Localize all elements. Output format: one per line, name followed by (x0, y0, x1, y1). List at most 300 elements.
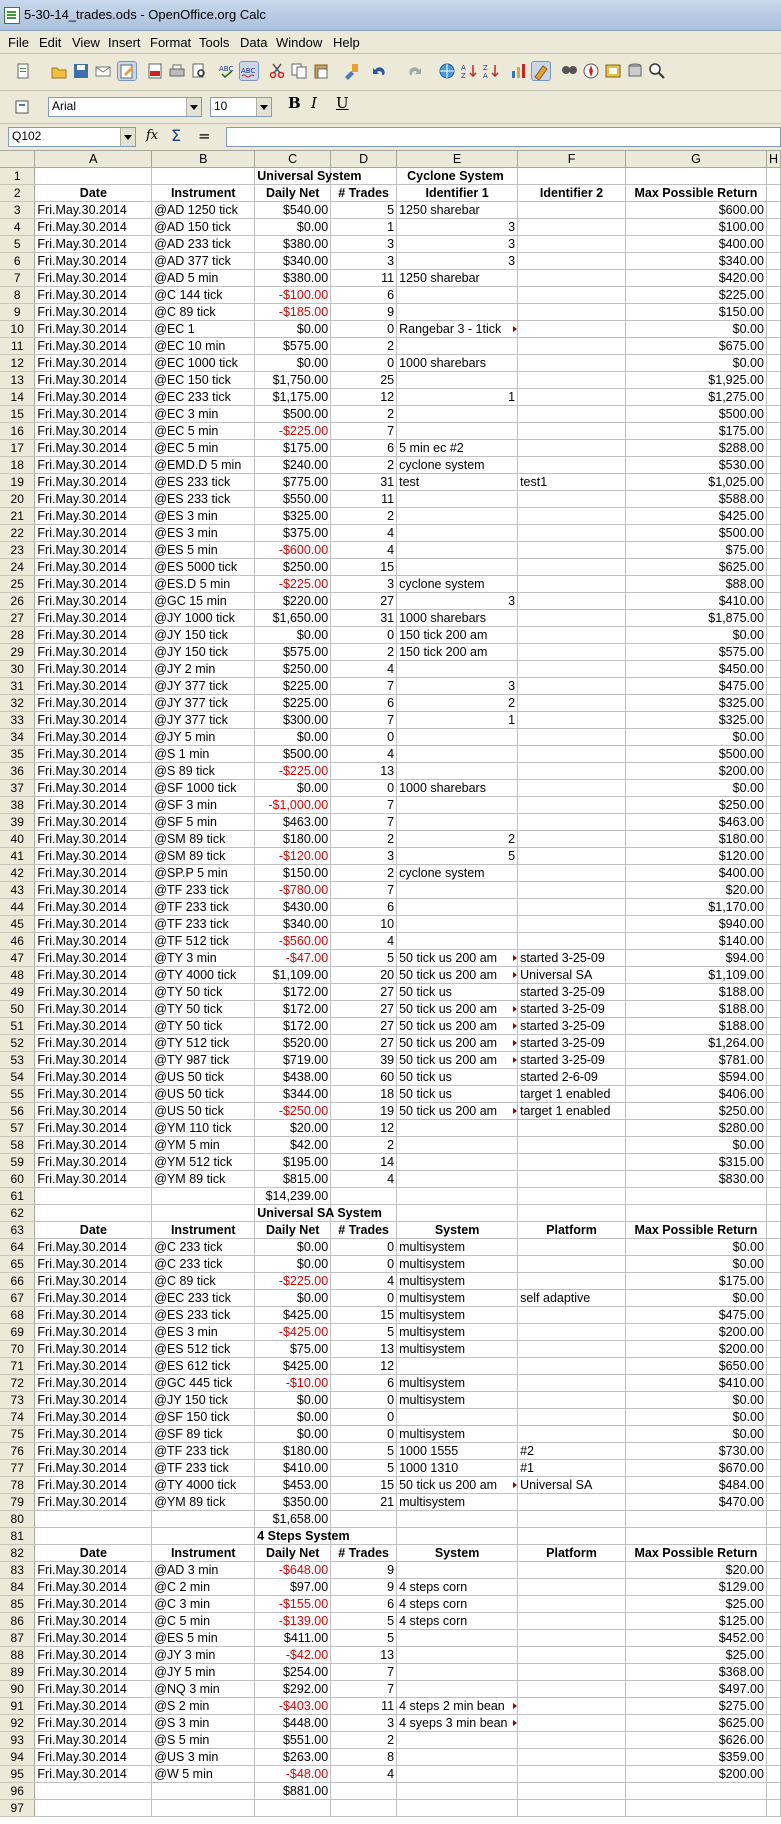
sort-ascending-icon[interactable] (460, 62, 478, 80)
cell-empty[interactable] (766, 1732, 780, 1749)
platform-cell[interactable]: Universal SA (518, 1477, 626, 1494)
platform-cell[interactable]: started 2-6-09 (518, 1069, 626, 1086)
column-title[interactable]: System (397, 1222, 518, 1239)
max-return-cell[interactable]: $188.00 (625, 1018, 766, 1035)
date-cell[interactable]: Fri.May.30.2014 (35, 1460, 152, 1477)
instrument-cell[interactable]: @TY 50 tick (152, 984, 255, 1001)
paste-icon[interactable] (312, 62, 330, 80)
trades-cell[interactable]: 3 (331, 1715, 397, 1732)
identifier-cell[interactable]: 3 (397, 253, 518, 270)
identifier-cell[interactable] (397, 916, 518, 933)
max-return-cell[interactable]: $125.00 (625, 1613, 766, 1630)
autospellcheck-icon[interactable] (240, 62, 258, 80)
date-cell[interactable]: Fri.May.30.2014 (35, 457, 152, 474)
column-title[interactable]: System (397, 1545, 518, 1562)
trades-cell[interactable]: 0 (331, 355, 397, 372)
identifier-cell[interactable] (397, 525, 518, 542)
cell-empty[interactable] (518, 1188, 626, 1205)
platform-cell[interactable] (518, 780, 626, 797)
row-header[interactable]: 5 (0, 236, 35, 253)
platform-cell[interactable] (518, 355, 626, 372)
menu-edit[interactable]: Edit (39, 35, 62, 50)
platform-cell[interactable] (518, 270, 626, 287)
cell-empty[interactable] (35, 1528, 152, 1545)
cell-empty[interactable] (766, 304, 780, 321)
cell-empty[interactable] (766, 950, 780, 967)
cell-empty[interactable] (766, 1103, 780, 1120)
daily-net-cell[interactable]: $0.00 (255, 1290, 331, 1307)
instrument-cell[interactable]: @YM 89 tick (152, 1494, 255, 1511)
date-cell[interactable]: Fri.May.30.2014 (35, 236, 152, 253)
identifier-cell[interactable] (397, 423, 518, 440)
row-header[interactable]: 3 (0, 202, 35, 219)
trades-cell[interactable]: 7 (331, 814, 397, 831)
instrument-cell[interactable]: @JY 150 tick (152, 627, 255, 644)
identifier-cell[interactable]: multisystem (397, 1307, 518, 1324)
row-header[interactable]: 97 (0, 1800, 35, 1817)
trades-cell[interactable]: 0 (331, 321, 397, 338)
platform-cell[interactable] (518, 321, 626, 338)
identifier-cell[interactable] (397, 797, 518, 814)
trades-cell[interactable]: 9 (331, 1579, 397, 1596)
platform-cell[interactable] (518, 1766, 626, 1783)
row-header[interactable]: 47 (0, 950, 35, 967)
identifier-cell[interactable]: multisystem (397, 1239, 518, 1256)
date-cell[interactable]: Fri.May.30.2014 (35, 644, 152, 661)
max-return-cell[interactable]: $600.00 (625, 202, 766, 219)
row-header[interactable]: 44 (0, 899, 35, 916)
platform-cell[interactable] (518, 797, 626, 814)
identifier-cell[interactable]: 4 steps 2 min bean (397, 1698, 518, 1715)
daily-net-cell[interactable]: $263.00 (255, 1749, 331, 1766)
daily-net-cell[interactable]: -$225.00 (255, 423, 331, 440)
max-return-cell[interactable]: $500.00 (625, 406, 766, 423)
cell-empty[interactable] (766, 1205, 780, 1222)
daily-net-cell[interactable]: $575.00 (255, 644, 331, 661)
trades-cell[interactable]: 25 (331, 372, 397, 389)
daily-net-cell[interactable]: $0.00 (255, 1256, 331, 1273)
max-return-cell[interactable]: $675.00 (625, 338, 766, 355)
platform-cell[interactable] (518, 508, 626, 525)
cell-empty[interactable] (152, 1783, 255, 1800)
platform-cell[interactable] (518, 1749, 626, 1766)
section-title[interactable] (255, 1528, 350, 1545)
identifier-cell[interactable] (397, 304, 518, 321)
date-cell[interactable]: Fri.May.30.2014 (35, 1477, 152, 1494)
daily-net-cell[interactable]: $425.00 (255, 1358, 331, 1375)
identifier-cell[interactable]: 3 (397, 236, 518, 253)
max-return-cell[interactable]: $280.00 (625, 1120, 766, 1137)
identifier-cell[interactable]: multisystem (397, 1324, 518, 1341)
max-return-cell[interactable]: $410.00 (625, 593, 766, 610)
daily-net-cell[interactable]: $500.00 (255, 406, 331, 423)
identifier-cell[interactable]: 3 (397, 593, 518, 610)
identifier-cell[interactable] (397, 1120, 518, 1137)
cell-empty[interactable] (331, 1511, 397, 1528)
daily-net-cell[interactable]: $463.00 (255, 814, 331, 831)
cell-empty[interactable] (766, 1273, 780, 1290)
trades-cell[interactable]: 5 (331, 1324, 397, 1341)
row-header[interactable]: 96 (0, 1783, 35, 1800)
cell-empty[interactable] (766, 848, 780, 865)
max-return-cell[interactable]: $500.00 (625, 746, 766, 763)
trades-cell[interactable]: 15 (331, 1307, 397, 1324)
trades-cell[interactable]: 13 (331, 1341, 397, 1358)
identifier-cell[interactable]: 1000 sharebars (397, 780, 518, 797)
cell-empty[interactable] (766, 474, 780, 491)
undo-icon[interactable] (370, 62, 388, 80)
instrument-cell[interactable]: @JY 2 min (152, 661, 255, 678)
identifier-cell[interactable]: 50 tick us 200 am (397, 1103, 518, 1120)
spreadsheet-grid[interactable] (0, 151, 781, 1824)
daily-net-cell[interactable]: $172.00 (255, 1001, 331, 1018)
identifier-cell[interactable]: multisystem (397, 1375, 518, 1392)
row-header[interactable]: 91 (0, 1698, 35, 1715)
max-return-cell[interactable]: $188.00 (625, 984, 766, 1001)
bold-icon[interactable]: B (288, 94, 301, 112)
date-cell[interactable]: Fri.May.30.2014 (35, 899, 152, 916)
cell-empty[interactable] (766, 627, 780, 644)
row-header[interactable]: 45 (0, 916, 35, 933)
identifier-cell[interactable]: multisystem (397, 1256, 518, 1273)
max-return-cell[interactable]: $200.00 (625, 763, 766, 780)
max-return-cell[interactable]: $188.00 (625, 1001, 766, 1018)
platform-cell[interactable] (518, 389, 626, 406)
row-header[interactable]: 64 (0, 1239, 35, 1256)
date-cell[interactable]: Fri.May.30.2014 (35, 1103, 152, 1120)
instrument-cell[interactable]: @EC 233 tick (152, 1290, 255, 1307)
cell-empty[interactable] (766, 1426, 780, 1443)
zoom-icon[interactable] (648, 62, 666, 80)
date-cell[interactable]: Fri.May.30.2014 (35, 967, 152, 984)
max-return-cell[interactable]: $400.00 (625, 865, 766, 882)
menu-file[interactable]: File (8, 35, 29, 50)
platform-cell[interactable] (518, 831, 626, 848)
identifier-cell[interactable] (397, 1358, 518, 1375)
identifier-cell[interactable]: 1250 sharebar (397, 270, 518, 287)
cell-empty[interactable] (518, 1205, 626, 1222)
font-size-combo[interactable] (210, 97, 272, 117)
row-header[interactable]: 83 (0, 1562, 35, 1579)
trades-cell[interactable]: 7 (331, 1681, 397, 1698)
date-cell[interactable]: Fri.May.30.2014 (35, 1307, 152, 1324)
trades-cell[interactable]: 4 (331, 525, 397, 542)
trades-cell[interactable]: 7 (331, 712, 397, 729)
instrument-cell[interactable]: @TF 233 tick (152, 916, 255, 933)
date-cell[interactable]: Fri.May.30.2014 (35, 1273, 152, 1290)
column-header-f[interactable]: F (518, 151, 626, 168)
daily-net-cell[interactable]: $20.00 (255, 1120, 331, 1137)
daily-net-cell[interactable]: $775.00 (255, 474, 331, 491)
max-return-cell[interactable]: $180.00 (625, 831, 766, 848)
platform-cell[interactable] (518, 1732, 626, 1749)
identifier-cell[interactable] (397, 1664, 518, 1681)
row-header[interactable]: 27 (0, 610, 35, 627)
row-header[interactable]: 41 (0, 848, 35, 865)
row-header[interactable]: 84 (0, 1579, 35, 1596)
instrument-cell[interactable]: @JY 5 min (152, 1664, 255, 1681)
gallery-icon[interactable] (604, 62, 622, 80)
instrument-cell[interactable]: @JY 3 min (152, 1647, 255, 1664)
daily-net-cell[interactable]: $0.00 (255, 1239, 331, 1256)
date-cell[interactable]: Fri.May.30.2014 (35, 1579, 152, 1596)
menu-data[interactable]: Data (240, 35, 268, 50)
trades-cell[interactable]: 6 (331, 287, 397, 304)
trades-cell[interactable]: 2 (331, 338, 397, 355)
trades-cell[interactable]: 8 (331, 1749, 397, 1766)
column-title[interactable]: # Trades (331, 1222, 397, 1239)
cell-empty[interactable] (766, 746, 780, 763)
daily-net-cell[interactable]: -$560.00 (255, 933, 331, 950)
cell-empty[interactable] (766, 1596, 780, 1613)
platform-cell[interactable] (518, 1341, 626, 1358)
cell-empty[interactable] (152, 1528, 255, 1545)
instrument-cell[interactable]: @SF 1000 tick (152, 780, 255, 797)
platform-cell[interactable] (518, 899, 626, 916)
instrument-cell[interactable]: @C 3 min (152, 1596, 255, 1613)
max-return-cell[interactable]: $497.00 (625, 1681, 766, 1698)
instrument-cell[interactable]: @C 89 tick (152, 304, 255, 321)
redo-icon[interactable] (406, 62, 424, 80)
identifier-cell[interactable] (397, 542, 518, 559)
row-header[interactable]: 93 (0, 1732, 35, 1749)
column-header-h[interactable]: H (766, 151, 780, 168)
cell-empty[interactable] (766, 1120, 780, 1137)
row-header[interactable]: 50 (0, 1001, 35, 1018)
font-name-dropdown-icon[interactable] (186, 98, 201, 116)
identifier-cell[interactable]: multisystem (397, 1392, 518, 1409)
platform-cell[interactable] (518, 644, 626, 661)
platform-cell[interactable] (518, 236, 626, 253)
row-header[interactable]: 95 (0, 1766, 35, 1783)
section-subtitle[interactable] (397, 1205, 518, 1222)
instrument-cell[interactable]: @ES 5 min (152, 1630, 255, 1647)
find-replace-icon[interactable] (560, 62, 578, 80)
trades-cell[interactable]: 1 (331, 219, 397, 236)
max-return-cell[interactable]: $530.00 (625, 457, 766, 474)
date-cell[interactable]: Fri.May.30.2014 (35, 1766, 152, 1783)
date-cell[interactable]: Fri.May.30.2014 (35, 1120, 152, 1137)
date-cell[interactable]: Fri.May.30.2014 (35, 1324, 152, 1341)
row-header[interactable]: 77 (0, 1460, 35, 1477)
instrument-cell[interactable]: @ES 5 min (152, 542, 255, 559)
cell-empty[interactable] (766, 1783, 780, 1800)
platform-cell[interactable] (518, 1664, 626, 1681)
instrument-cell[interactable]: @ES 612 tick (152, 1358, 255, 1375)
cell-empty[interactable] (766, 457, 780, 474)
identifier-cell[interactable] (397, 899, 518, 916)
date-cell[interactable]: Fri.May.30.2014 (35, 372, 152, 389)
platform-cell[interactable]: started 3-25-09 (518, 1052, 626, 1069)
instrument-cell[interactable]: @TY 4000 tick (152, 1477, 255, 1494)
max-return-cell[interactable]: $325.00 (625, 712, 766, 729)
function-wizard-icon[interactable]: fx (146, 128, 159, 143)
trades-cell[interactable]: 6 (331, 440, 397, 457)
row-header[interactable]: 1 (0, 168, 35, 185)
max-return-cell[interactable]: $425.00 (625, 508, 766, 525)
print-icon[interactable] (168, 62, 186, 80)
instrument-cell[interactable]: @YM 89 tick (152, 1171, 255, 1188)
instrument-cell[interactable]: @ES.D 5 min (152, 576, 255, 593)
row-header[interactable]: 7 (0, 270, 35, 287)
identifier-cell[interactable]: 1 (397, 389, 518, 406)
trades-cell[interactable]: 31 (331, 474, 397, 491)
platform-cell[interactable] (518, 882, 626, 899)
cell-empty[interactable] (766, 559, 780, 576)
cell-empty[interactable] (766, 780, 780, 797)
platform-cell[interactable] (518, 627, 626, 644)
cell-empty[interactable] (766, 1715, 780, 1732)
trades-cell[interactable]: 6 (331, 1375, 397, 1392)
daily-net-cell[interactable]: $575.00 (255, 338, 331, 355)
column-header-d[interactable]: D (331, 151, 397, 168)
daily-net-total-cell[interactable]: $881.00 (255, 1783, 331, 1800)
identifier-cell[interactable]: 50 tick us (397, 984, 518, 1001)
daily-net-cell[interactable]: $292.00 (255, 1681, 331, 1698)
date-cell[interactable]: Fri.May.30.2014 (35, 1358, 152, 1375)
platform-cell[interactable] (518, 763, 626, 780)
row-header[interactable]: 75 (0, 1426, 35, 1443)
max-return-cell[interactable]: $175.00 (625, 423, 766, 440)
platform-cell[interactable] (518, 1613, 626, 1630)
cell-empty[interactable] (766, 1341, 780, 1358)
row-header[interactable]: 68 (0, 1307, 35, 1324)
date-cell[interactable]: Fri.May.30.2014 (35, 1409, 152, 1426)
max-return-cell[interactable]: $1,170.00 (625, 899, 766, 916)
platform-cell[interactable] (518, 610, 626, 627)
max-return-cell[interactable]: $625.00 (625, 1715, 766, 1732)
cell-empty[interactable] (766, 355, 780, 372)
daily-net-cell[interactable]: $220.00 (255, 593, 331, 610)
trades-cell[interactable]: 2 (331, 865, 397, 882)
trades-cell[interactable]: 0 (331, 1239, 397, 1256)
cut-icon[interactable] (268, 62, 286, 80)
cell-empty[interactable] (766, 814, 780, 831)
cell-empty[interactable] (766, 729, 780, 746)
identifier-cell[interactable]: 2 (397, 695, 518, 712)
max-return-cell[interactable]: $75.00 (625, 542, 766, 559)
print-preview-icon[interactable] (190, 62, 208, 80)
instrument-cell[interactable]: @TY 50 tick (152, 1018, 255, 1035)
cell-empty[interactable] (766, 1154, 780, 1171)
cell-empty[interactable] (766, 763, 780, 780)
platform-cell[interactable]: #1 (518, 1460, 626, 1477)
date-cell[interactable]: Fri.May.30.2014 (35, 1681, 152, 1698)
row-header[interactable]: 18 (0, 457, 35, 474)
platform-cell[interactable] (518, 338, 626, 355)
cell-empty[interactable] (766, 661, 780, 678)
row-header[interactable]: 58 (0, 1137, 35, 1154)
instrument-cell[interactable]: @ES 233 tick (152, 1307, 255, 1324)
cell-empty[interactable] (766, 389, 780, 406)
trades-cell[interactable]: 11 (331, 491, 397, 508)
identifier-cell[interactable]: 3 (397, 678, 518, 695)
identifier-cell[interactable]: cyclone system (397, 457, 518, 474)
instrument-cell[interactable]: @US 50 tick (152, 1069, 255, 1086)
max-return-cell[interactable]: $475.00 (625, 1307, 766, 1324)
date-cell[interactable]: Fri.May.30.2014 (35, 678, 152, 695)
instrument-cell[interactable]: @YM 512 tick (152, 1154, 255, 1171)
instrument-cell[interactable]: @TF 233 tick (152, 1443, 255, 1460)
save-icon[interactable] (72, 62, 90, 80)
cell-empty[interactable] (766, 1256, 780, 1273)
cell-empty[interactable] (766, 1375, 780, 1392)
cell-empty[interactable] (518, 168, 626, 185)
daily-net-cell[interactable]: $0.00 (255, 627, 331, 644)
styles-icon[interactable] (14, 98, 32, 116)
trades-cell[interactable]: 2 (331, 406, 397, 423)
identifier-cell[interactable] (397, 814, 518, 831)
cell-empty[interactable] (766, 491, 780, 508)
column-title[interactable]: Max Possible Return (625, 1222, 766, 1239)
instrument-cell[interactable]: @W 5 min (152, 1766, 255, 1783)
trades-cell[interactable]: 13 (331, 763, 397, 780)
row-header[interactable]: 8 (0, 287, 35, 304)
instrument-cell[interactable]: @TY 987 tick (152, 1052, 255, 1069)
identifier-cell[interactable] (397, 1647, 518, 1664)
cell-empty[interactable] (35, 1511, 152, 1528)
trades-cell[interactable]: 14 (331, 1154, 397, 1171)
cell-empty[interactable] (766, 1494, 780, 1511)
instrument-cell[interactable]: @S 2 min (152, 1698, 255, 1715)
instrument-cell[interactable]: @EC 5 min (152, 423, 255, 440)
open-folder-icon[interactable] (50, 62, 68, 80)
instrument-cell[interactable]: @SF 89 tick (152, 1426, 255, 1443)
cell-empty[interactable] (766, 1069, 780, 1086)
max-return-cell[interactable]: $830.00 (625, 1171, 766, 1188)
row-header[interactable]: 70 (0, 1341, 35, 1358)
daily-net-cell[interactable]: $195.00 (255, 1154, 331, 1171)
column-header-a[interactable]: A (35, 151, 152, 168)
daily-net-cell[interactable]: $344.00 (255, 1086, 331, 1103)
cell-empty[interactable] (397, 1511, 518, 1528)
date-cell[interactable]: Fri.May.30.2014 (35, 423, 152, 440)
daily-net-cell[interactable]: $325.00 (255, 508, 331, 525)
daily-net-cell[interactable]: -$155.00 (255, 1596, 331, 1613)
max-return-cell[interactable]: $0.00 (625, 321, 766, 338)
trades-cell[interactable]: 9 (331, 1562, 397, 1579)
daily-net-cell[interactable]: $180.00 (255, 1443, 331, 1460)
instrument-cell[interactable]: @TY 3 min (152, 950, 255, 967)
trades-cell[interactable]: 9 (331, 304, 397, 321)
row-header[interactable]: 20 (0, 491, 35, 508)
trades-cell[interactable]: 18 (331, 1086, 397, 1103)
platform-cell[interactable] (518, 1256, 626, 1273)
max-return-cell[interactable]: $400.00 (625, 236, 766, 253)
cell-empty[interactable] (766, 1409, 780, 1426)
cell-empty[interactable] (766, 1460, 780, 1477)
instrument-cell[interactable]: @ES 5000 tick (152, 559, 255, 576)
platform-cell[interactable] (518, 661, 626, 678)
max-return-cell[interactable]: $120.00 (625, 848, 766, 865)
cell-empty[interactable] (397, 1783, 518, 1800)
identifier-cell[interactable] (397, 1681, 518, 1698)
platform-cell[interactable] (518, 491, 626, 508)
max-return-cell[interactable]: $484.00 (625, 1477, 766, 1494)
max-return-cell[interactable]: $670.00 (625, 1460, 766, 1477)
date-cell[interactable]: Fri.May.30.2014 (35, 219, 152, 236)
cell-empty[interactable] (766, 1001, 780, 1018)
column-title[interactable]: # Trades (331, 185, 397, 202)
identifier-cell[interactable]: multisystem (397, 1273, 518, 1290)
daily-net-cell[interactable]: -$250.00 (255, 1103, 331, 1120)
row-header[interactable]: 85 (0, 1596, 35, 1613)
row-header[interactable]: 17 (0, 440, 35, 457)
date-cell[interactable]: Fri.May.30.2014 (35, 1715, 152, 1732)
instrument-cell[interactable]: @AD 150 tick (152, 219, 255, 236)
row-header[interactable]: 61 (0, 1188, 35, 1205)
trades-cell[interactable]: 7 (331, 1664, 397, 1681)
